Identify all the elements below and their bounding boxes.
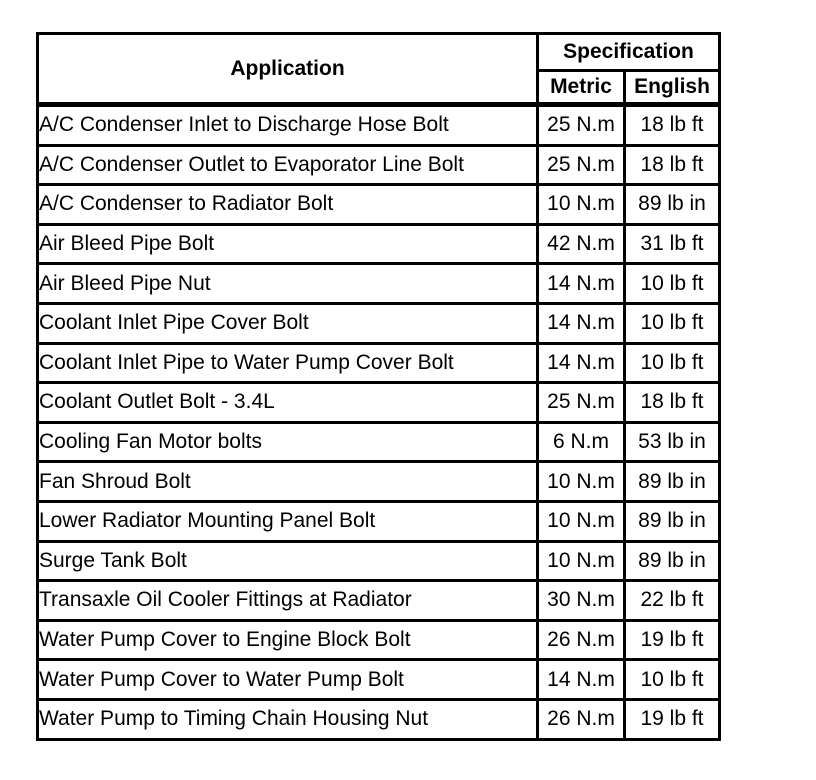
table-row <box>38 145 720 185</box>
metric-cell: 26 N.m <box>538 620 625 660</box>
english-cell: 89 lb in <box>625 462 720 502</box>
application-cell: Air Bleed Pipe Nut <box>38 264 538 304</box>
english-cell: 10 lb ft <box>625 303 720 343</box>
specification-header: Specification <box>538 34 720 71</box>
application-cell: Lower Radiator Mounting Panel Bolt <box>38 501 538 541</box>
table-row <box>38 581 720 621</box>
application-cell: Fan Shroud Bolt <box>38 462 538 502</box>
metric-cell: 25 N.m <box>538 383 625 423</box>
metric-cell: 14 N.m <box>538 343 625 383</box>
metric-cell: 10 N.m <box>538 541 625 581</box>
metric-cell: 42 N.m <box>538 224 625 264</box>
application-cell: Coolant Outlet Bolt - 3.4L <box>38 383 538 423</box>
table-row <box>38 620 720 660</box>
english-cell: 89 lb in <box>625 541 720 581</box>
application-cell: Water Pump Cover to Water Pump Bolt <box>38 660 538 700</box>
table-row <box>38 699 720 739</box>
metric-cell: 25 N.m <box>538 145 625 185</box>
english-cell: 18 lb ft <box>625 145 720 185</box>
english-cell: 22 lb ft <box>625 581 720 621</box>
english-header: English <box>625 71 720 105</box>
application-cell: Transaxle Oil Cooler Fittings at Radiator <box>38 581 538 621</box>
table-row <box>38 343 720 383</box>
table-row <box>38 224 720 264</box>
metric-cell: 14 N.m <box>538 264 625 304</box>
application-cell: Coolant Inlet Pipe to Water Pump Cover Bolt <box>38 343 538 383</box>
english-cell: 53 lb in <box>625 422 720 462</box>
table-row <box>38 383 720 423</box>
table-row <box>38 422 720 462</box>
table-row <box>38 264 720 304</box>
application-cell: Water Pump Cover to Engine Block Bolt <box>38 620 538 660</box>
application-cell: A/C Condenser to Radiator Bolt <box>38 185 538 225</box>
english-cell: 10 lb ft <box>625 660 720 700</box>
metric-header: Metric <box>538 71 625 105</box>
english-cell: 31 lb ft <box>625 224 720 264</box>
english-cell: 89 lb in <box>625 185 720 225</box>
application-cell: A/C Condenser Outlet to Evaporator Line Bolt <box>38 145 538 185</box>
metric-cell: 10 N.m <box>538 185 625 225</box>
english-cell: 19 lb ft <box>625 620 720 660</box>
english-cell: 18 lb ft <box>625 105 720 146</box>
metric-cell: 30 N.m <box>538 581 625 621</box>
metric-cell: 14 N.m <box>538 660 625 700</box>
application-cell: Surge Tank Bolt <box>38 541 538 581</box>
application-cell: A/C Condenser Inlet to Discharge Hose Bolt <box>38 105 538 146</box>
metric-cell: 26 N.m <box>538 699 625 739</box>
torque-spec-table <box>36 32 721 741</box>
table-row <box>38 462 720 502</box>
application-cell: Cooling Fan Motor bolts <box>38 422 538 462</box>
english-cell: 10 lb ft <box>625 343 720 383</box>
table-row <box>38 105 720 146</box>
metric-cell: 10 N.m <box>538 462 625 502</box>
table-row <box>38 660 720 700</box>
table-row <box>38 185 720 225</box>
table-row <box>38 501 720 541</box>
table-body <box>38 105 720 740</box>
english-cell: 10 lb ft <box>625 264 720 304</box>
application-header: Application <box>38 34 538 105</box>
metric-cell: 10 N.m <box>538 501 625 541</box>
application-cell: Water Pump to Timing Chain Housing Nut <box>38 699 538 739</box>
english-cell: 19 lb ft <box>625 699 720 739</box>
application-cell: Coolant Inlet Pipe Cover Bolt <box>38 303 538 343</box>
metric-cell: 25 N.m <box>538 105 625 146</box>
table-header <box>38 34 720 105</box>
english-cell: 89 lb in <box>625 501 720 541</box>
metric-cell: 6 N.m <box>538 422 625 462</box>
application-cell: Air Bleed Pipe Bolt <box>38 224 538 264</box>
table-row <box>38 303 720 343</box>
metric-cell: 14 N.m <box>538 303 625 343</box>
english-cell: 18 lb ft <box>625 383 720 423</box>
table-row <box>38 541 720 581</box>
